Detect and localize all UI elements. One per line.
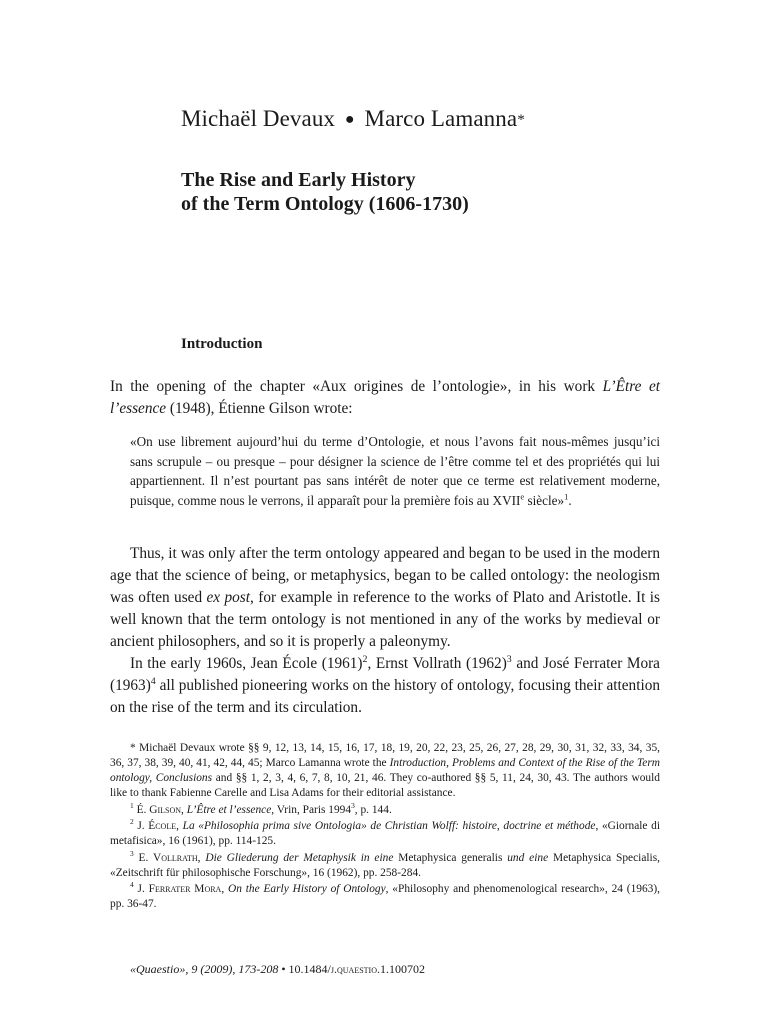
fn1-text-a: , Vrin, Paris 1994 [271,803,352,816]
quote-superscript-e: e [520,491,525,502]
footnotes [110,741,660,914]
fn2-number: 2 [130,817,134,827]
fn-star-text-a: * Michaël Devaux wrote §§ 9, 12, 13, 14, 15, 16, 17, 18, 19, 20, 22, 23, 25, 26, 27, 28, 29, 30, 31, 32, 33, 34, 35, 36, 37, 38, 39, 40, 41, 42, 44, 45; Marco Lamanna wrote the [110,742,660,769]
p3-text-a: In the early 1960s, Jean École (1961) [130,655,363,672]
p1-text-b: (1948), Étienne Gilson wrote: [166,400,353,417]
fn3-text-a: Metaphysica generalis [393,851,508,864]
doi-suffix[interactable]: .1.100702 [376,962,425,976]
p1-text-a: In the opening of the chapter «Aux origines de l’ontologie», in his work [110,378,603,395]
footer-separator: • [278,962,289,976]
fn4-author: J. Ferrater Mora [137,883,222,895]
author-lamanna: Marco Lamanna [364,106,518,131]
fn4-text-a: , «Philosophy and phenomenological research», 24 (1963), pp. 36-47. [110,883,660,910]
paragraph-3 [110,653,660,719]
fn3-number: 3 [130,848,134,858]
footnote-2 [110,819,660,849]
fn-star-emphasis: Introduction, Problems and Context of the Rise of the Term ontology, Conclusions [110,757,661,784]
footnote-1 [110,800,660,818]
author-footnote-mark: * [517,112,525,128]
footnote-ref-4[interactable]: 4 [150,675,156,687]
fn3-sep: , [197,851,206,864]
footnote-ref-2[interactable]: 2 [362,653,368,665]
paragraph-1 [110,376,660,420]
p2-emphasis: ex post [206,589,251,606]
paragraph-2 [110,543,660,653]
section-heading-introduction: Introduction [181,336,263,352]
footnote-3 [110,848,660,881]
fn4-sep: , [221,883,229,895]
bullet-separator: ● [344,111,355,128]
fn3-author: E. Vollrath [138,851,198,864]
p3-text-c: and José Ferrater Mora (1963) [110,655,660,694]
fn1-number: 1 [130,800,134,810]
fn1-edition-sup: 3 [351,800,355,810]
fn1-title: L’Être et l’essence [186,803,272,816]
block-quote-gilson [130,432,660,510]
footnote-star [110,741,660,801]
footnote-ref-3[interactable]: 3 [506,653,512,665]
title-line-2: of the Term Ontology (1606-1730) [181,193,469,215]
fn1-sep: , [181,803,187,816]
fn4-title: On the Early History of Ontology [228,883,386,895]
doi-prefix[interactable]: 10.1484/ [288,962,331,976]
title-line-1: The Rise and Early History [181,169,416,191]
quote-period: . [568,492,572,508]
p2-text-b: , for example in reference to the works of Plato and Aristotle. It is well known that the term ontology is not mentioned in any of the works by medieval or ancient philosophers, and so it is properly a paleonymy. [110,589,660,650]
doi-journal[interactable]: j.quaestio [330,962,377,976]
fn3-title-b: und eine [507,851,549,864]
footnote-ref-1[interactable]: 1 [564,491,569,502]
fn2-title: La «Philosophia prima sive Ontologia» de Christian Wolff: histoire, doctrine et méthode [182,820,596,832]
quote-end: siècle» [524,492,565,508]
p3-text-d: all published pioneering works on the history of ontology, focusing their attention on the rise of the term and its circulation. [110,677,660,716]
fn1-text-b: , p. 144. [354,803,392,816]
author-line [181,106,525,132]
page-footer [130,962,425,977]
quote-text: «On use librement aujourd’hui du terme d’Ontologie, et nous l’avons fait nous-mêmes jusqu’ici sans scrupule – ou presque – pour désigner la science de l’être comme tel et des propriétés qui lui appartiennent. Il n’est pourtant pas sans intérêt de noter que ce terme est relativement moderne, puisque, comme nous le verrons, il apparaît pour la première fois au XVII [130,434,660,508]
p2-text-a: Thus, it was only after the term ontology appeared and began to be used in the modern age that the science of being, or metaphysics, began to be called ontology: the neologism was often used [110,545,660,606]
fn3-text-b: Metaphysica Specialis, «Zeitschrift für philosophische Forschung», 16 (1962), pp. 258-284. [110,851,660,879]
fn-star-text-b: and §§ 1, 2, 3, 4, 6, 7, 8, 10, 21, 46. They co-authored §§ 5, 11, 24, 30, 43. The authors would like to thank Fabienne Carelle and Lisa Adams for their editorial assistance. [110,772,660,799]
footnote-4 [110,882,660,912]
p3-text-b: , Ernst Vollrath (1962) [367,655,507,672]
fn3-title-a: Die Gliederung der Metaphysik in eine [205,851,394,864]
fn1-author: É. Gilson [136,803,181,816]
fn2-sep: , [176,820,183,832]
fn2-text-a: , «Giornale di metafisica», 16 (1961), pp. 114-125. [110,820,660,847]
journal-citation: «Quaestio», 9 (2009), 173-208 [130,962,279,976]
fn4-number: 4 [130,880,134,890]
fn2-author: J. École [137,820,177,832]
author-devaux: Michaël Devaux [181,106,336,131]
p1-work-title: L’Être et l’essence [110,378,660,417]
article-title [181,168,469,216]
